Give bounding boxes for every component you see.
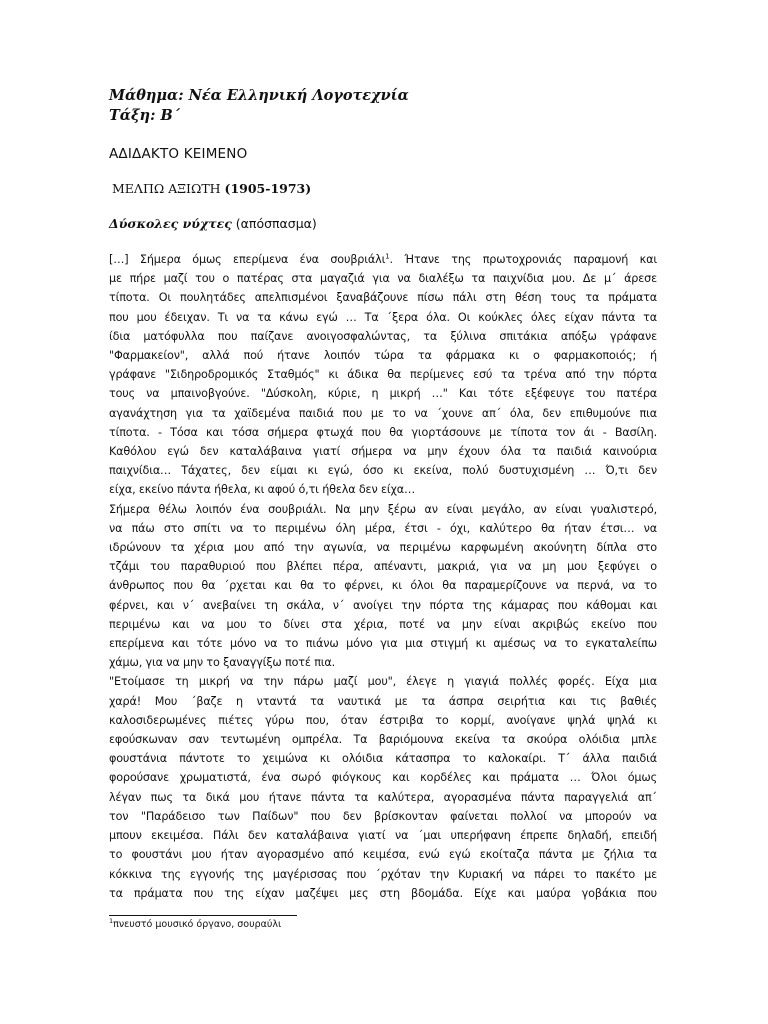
text-line: τζάμι του παραθυριού που βλέπει πέρα, απέναντι, μακριά, για να μη μου ξεφύγει ο [109, 560, 657, 574]
text-line: ίδια ματόφυλλα που παίζανε ανοιγοσφαλώντας, τα ξύλινα σπιτάκια απόξω γράφανε [109, 329, 657, 343]
section-heading: ΑΔΙΔΑΚΤΟ ΚΕΙΜΕΝΟ [109, 146, 248, 162]
footnote-ref: 1 [385, 252, 390, 261]
text-line: χάμω, για να μην το ξαναγγίξω ποτέ πια. [109, 656, 336, 670]
text-line: φέρνει, και ν΄ ανεβαίνει τη σκάλα, ν΄ ανοίγει την πόρτα της κάμαρας που κάθομαι και [109, 598, 657, 612]
text-line: εφούσκωναν σαν τεντωμένη ομπρέλα. Τα βαριόμουνα εκείνα τα σκούρα ολόιδια μπλε [109, 733, 657, 747]
grade-title: Τάξη: Β΄ [109, 107, 180, 124]
author-name: ΜΕΛΠΩ ΑΞΙΩΤΗ [112, 181, 221, 196]
text-line: τον "Παράδεισο των Παίδων" που δεν βρίσκονταν φαίνεται πολλοί να μπορούν να [109, 809, 657, 823]
text-line: με πήρε μαζί του ο πατέρας στα μαγαζιά για να διαλέξω τα παιχνίδια μου. Δε μ΄ άρεσε [109, 272, 657, 286]
author-line [109, 180, 657, 198]
text-line: γράφανε "Σιδηροδρομικός Σταθμός" κι άδικα θα περίμενες εσύ τα τρένα από την πόρτα [109, 368, 657, 382]
text-line: "Φαρμακείον", αλλά πού ήτανε λοιπόν τώρα τα φάρμακα κι ο φαρμακοποιός; ή [109, 349, 657, 363]
footnote [109, 918, 281, 932]
author-years: (1905-1973) [224, 181, 312, 196]
text-line: […] Σήμερα όμως επερίμενα ένα σουβριάλι$^1$. Ήτανε της πρωτοχρονιάς παραμονή και [109, 252, 657, 266]
text-line: κόκκινα της εγγονής της μαγέρισσας που ΄ρχόταν την Κυριακή να πάρει το πακέτο με [109, 867, 657, 881]
work-heading [109, 215, 657, 233]
text-line: παιχνίδια… Τάχατες, δεν είμαι κι εγώ, όσο κι εκείνα, πολύ δυστυχισμένη … Ό,τι δεν [109, 464, 657, 478]
footnote-marker: 1 [109, 916, 114, 925]
text-line: χαρά! Μου ΄βαζε η νταντά τα ναυτικά με τα άσπρα σειρήτια και τις βαθιές [109, 694, 657, 708]
text-line: καλοσιδερωμένες πιέτες γύρω που, όταν έστριβα το κορμί, ανοίγανε ψηλά ψηλά κι [109, 713, 657, 727]
text-line: επερίμενα και τότε μόνο να το πιάνω μόνο για μια στιγμή κι αμέσως να το εγκαταλείπω [109, 637, 657, 651]
text-line: είχα, εκείνο πάντα ήθελα, κι αφού ό,τι ήθελα δεν είχα… [109, 483, 416, 497]
lesson-title: Μάθημα: Νέα Ελληνική Λογοτεχνία [109, 87, 409, 104]
text-line: ιδρώνουν τα χέρια μου από την αγωνία, να περιμένω καρφωμένη ακούνητη δίπλα στο [109, 541, 657, 555]
text-line: τους να μπαινοβγούνε. "Δύσκολη, κύριε, η μικρή …" Και τότε εξέφευγε του πατέρα [109, 387, 657, 401]
text-line: να πάω στο σπίτι να το περιμένω όλη μέρα, έτσι - όχι, καλύτερο θα ήταν έτσι… να [109, 521, 657, 535]
text-line: λέγαν πως τα δικά μου ήτανε πάντα τα καλύτερα, αγορασμένα πάντα παραγγελιά απ΄ [109, 790, 657, 804]
text-line: φουστάνια πάντοτε το χειμώνα κι ολόιδια κάτασπρα το καλοκαίρι. Τ΄ άλλα παιδιά [109, 752, 657, 766]
text-line: άνθρωπος που θα ΄ρχεται και θα το φέρνει, κι όλοι θα παραμερίζουνε να περνά, να το [109, 579, 657, 593]
text-line: Σήμερα θέλω λοιπόν ένα σουβριάλι. Να μην ξέρω αν είναι μεγάλο, αν είναι γυαλιστερό, [109, 502, 657, 516]
text-line: "Ετοίμασε τη μικρή να την πάρω μαζί μου", έλεγε η γιαγιά πολλές φορές. Είχα μια [109, 675, 657, 689]
footnote-divider [109, 915, 297, 916]
text-line: τα πράματα που της είχαν μαζέψει μες στη βδομάδα. Είχε και μαύρα γοβάκια που [109, 886, 657, 900]
text-line: αγανάχτηση για τα χαϊδεμένα παιδιά που με το να ΄χουνε απ΄ όλα, δεν επιθυμούνε πια [109, 406, 657, 420]
work-title: Δύσκολες νύχτες [109, 216, 232, 231]
text-line: που μου έδειχαν. Τι να τα κάνω εγώ … Τα ΄ξερα όλα. Οι κούκλες όλες είχαν πάντα τα [109, 310, 657, 324]
text-line: το φουστάνι μου ήταν αγορασμένο από κειμέσα, ενώ εγώ εκοίταζα πάντα με ζήλια τα [109, 848, 657, 862]
excerpt-body [109, 250, 657, 903]
text-line: Καθόλου εγώ δεν καταλάβαινα γιατί σήμερα να μην έχουν όλα τα παιδιά καινούρια [109, 445, 657, 459]
text-line: μπουν εκειμέσα. Πάλι δεν καταλάβαινα γιατί να ΄μαι υπερήφανη έπρεπε δηλαδή, επειδή [109, 829, 657, 843]
text-line: περιμένω και να μου το δίνει στα χέρια, ποτέ να μην είναι ακριβώς εκείνο που [109, 617, 657, 631]
footnote-text: πνευστό μουσικό όργανο, σουραύλι [113, 919, 282, 930]
document-page [109, 86, 657, 903]
text-line: τίποτα. - Τόσα και τόσα σήμερα φτωχά που θα γιορτάσουνε με τίποτα τον άι - Βασίλη. [109, 425, 657, 439]
work-note: (απόσπασμα) [235, 216, 317, 231]
text-line: φορούσανε χρωματιστά, ένα σωρό φιόγκους και κορδέλες και πράματα … Όλοι όμως [109, 771, 657, 785]
text-line: τίποτα. Οι πουλητάδες απελπισμένοι ξαναβάζουνε πίσω πάλι στη θέση τους τα πράματα [109, 291, 657, 305]
